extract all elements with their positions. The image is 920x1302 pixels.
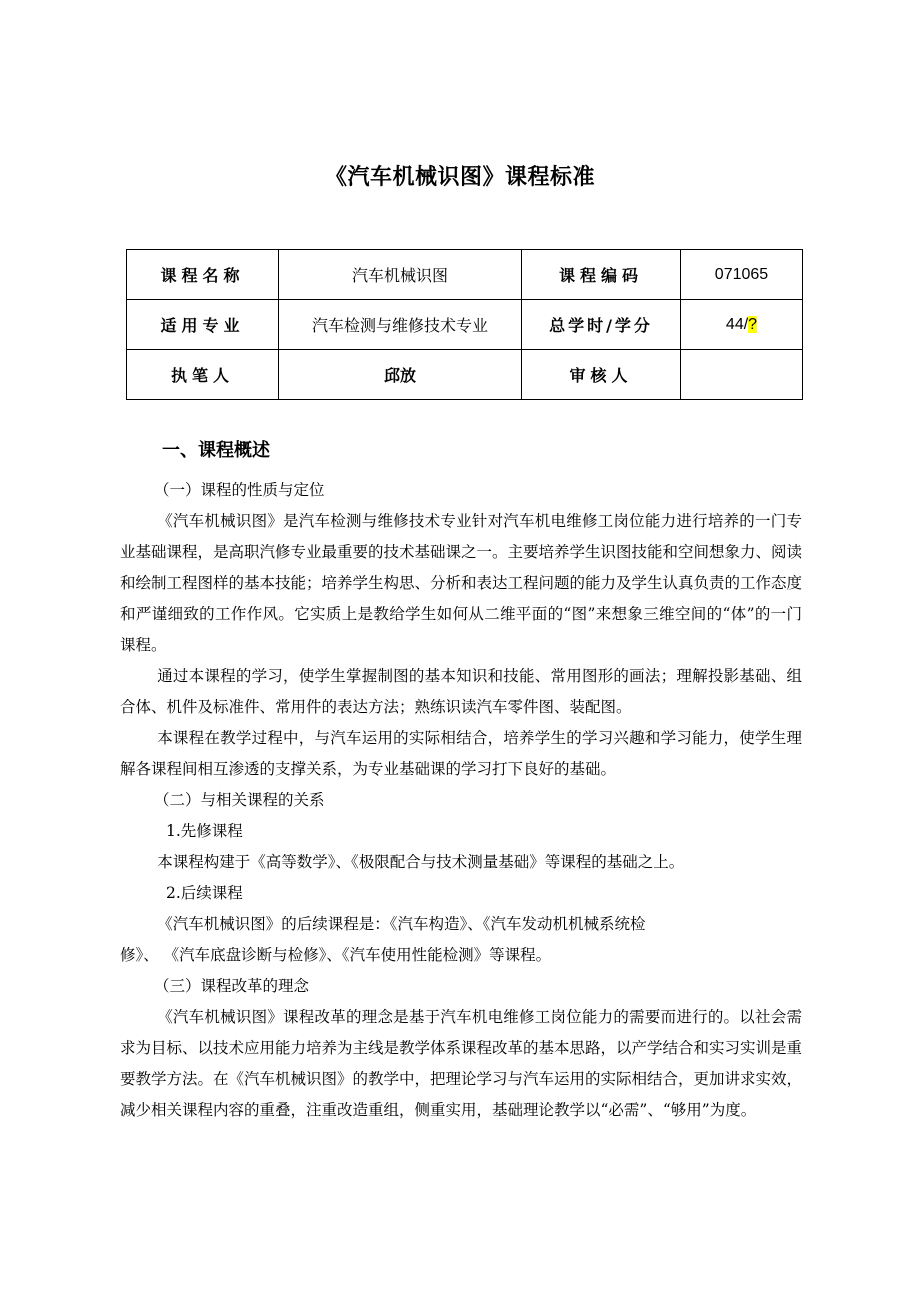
course-code-value: 071065 — [681, 250, 803, 300]
subsection-heading: （二）与相关课程的关系 — [154, 791, 325, 809]
reviewer-value — [681, 350, 803, 400]
author-value: 邱放 — [279, 350, 522, 400]
subsection-heading: （一）课程的性质与定位 — [154, 481, 325, 499]
credits-value: ? — [748, 315, 758, 333]
hours-label: 总学时/学分 — [522, 300, 681, 350]
course-code-label: 课程编码 — [522, 250, 681, 300]
list-heading: 2.后续课程 — [166, 884, 243, 902]
paragraph: 通过本课程的学习，使学生掌握制图的基本知识和技能、常用图形的画法；理解投影基础、组合体、机件及标准件、常用件的表达方法；熟练识读汽车零件图、装配图。 — [120, 667, 802, 716]
author-label: 执笔人 — [127, 350, 279, 400]
paragraph: 修》、 《汽车底盘诊断与检修》、《汽车使用性能检测》等课程。 — [120, 946, 552, 964]
paragraph: 《汽车机械识图》的后续课程是：《汽车构造》、《汽车发动机机械系统检 — [157, 915, 646, 933]
document-title: 《汽车机械识图》课程标准 — [324, 165, 595, 190]
paragraph: 《汽车机械识图》课程改革的理念是基于汽车机电维修工岗位能力的需要而进行的。以社会需求为目标、以技术应用能力培养为主线是教学体系课程改革的基本思路，以产学结合和实习实训是重要教学方法。在《汽车机械识图》的教学中，把理论学习与汽车运用的实际相结合，更加讲求实效，减少相关课程内容的重叠，注重改造重组，侧重实用，基础理论教学以“必需”、“够用”为度。 — [120, 1008, 803, 1119]
course-name-value: 汽车机械识图 — [279, 250, 522, 300]
section-body — [120, 475, 802, 1126]
table-row — [127, 250, 803, 300]
paragraph: 本课程构建于《高等数学》、《极限配合与技术测量基础》等课程的基础之上。 — [157, 853, 685, 871]
paragraph: 《汽车机械识图》是汽车检测与维修技术专业针对汽车机电维修工岗位能力进行培养的一门专业基础课程，是高职汽修专业最重要的技术基础课之一。主要培养学生识图技能和空间想象力、阅读和绘制工程图样的基本技能；培养学生构思、分析和表达工程问题的能力及学生认真负责的工作态度和严谨细致的工作作风。它实质上是教给学生如何从二维平面的“图”来想象三维空间的“体”的一门课程。 — [120, 512, 803, 654]
major-label: 适用专业 — [127, 300, 279, 350]
section-heading: 一、课程概述 — [162, 440, 270, 461]
course-info-table — [126, 249, 803, 400]
list-heading: 1.先修课程 — [166, 822, 243, 840]
major-value: 汽车检测与维修技术专业 — [279, 300, 522, 350]
hours-value: 44/ — [725, 315, 749, 333]
reviewer-label: 审核人 — [522, 350, 681, 400]
course-name-label: 课程名称 — [127, 250, 279, 300]
subsection-heading: （三）课程改革的理念 — [154, 977, 310, 995]
paragraph: 本课程在教学过程中，与汽车运用的实际相结合，培养学生的学习兴趣和学习能力，使学生理解各课程间相互渗透的支撑关系，为专业基础课的学习打下良好的基础。 — [120, 729, 802, 778]
table-row — [127, 300, 803, 350]
table-row — [127, 350, 803, 400]
hours-credits-cell — [681, 300, 803, 350]
